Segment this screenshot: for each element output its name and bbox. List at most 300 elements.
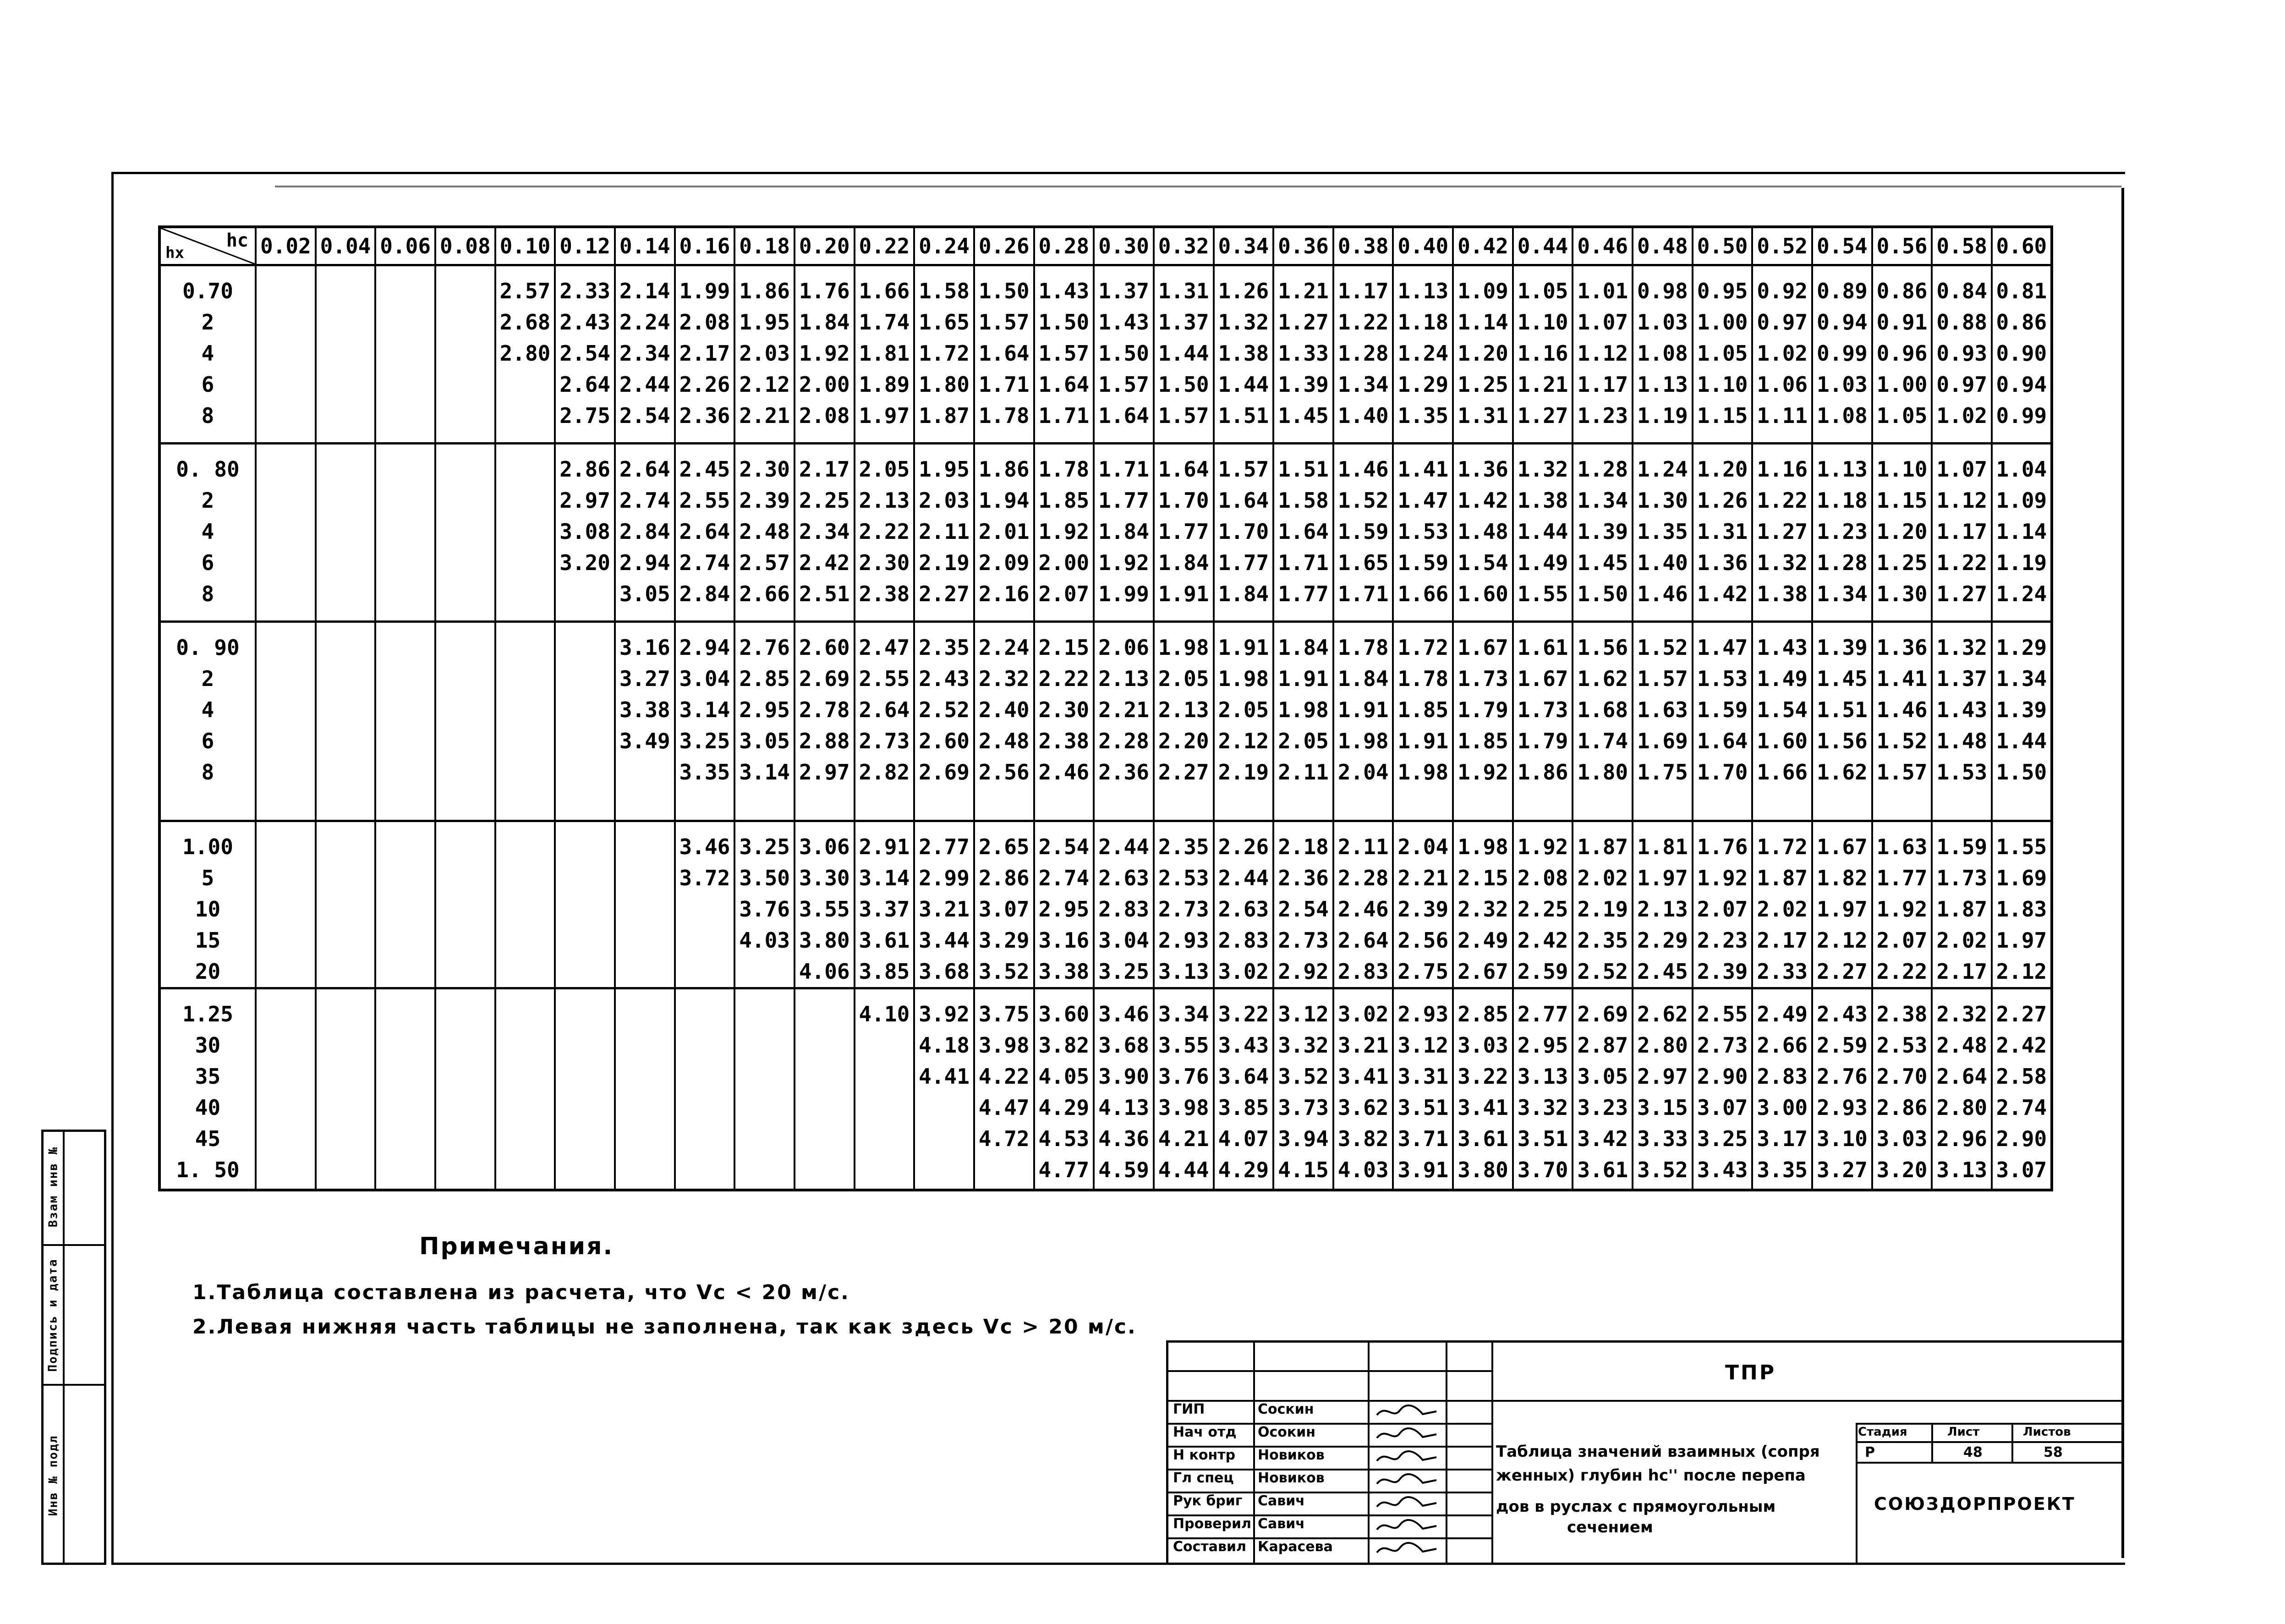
cell-value: 1.03: [1637, 310, 1688, 335]
cell-value: 2.97: [1637, 1064, 1688, 1089]
cell-value: 2.44: [1098, 834, 1149, 859]
cell-value: 1.32: [1517, 457, 1568, 482]
cell-value: 2.64: [1337, 928, 1389, 953]
table-cell: [1693, 821, 1753, 988]
cell-value: 2.36: [679, 403, 730, 428]
table-cell: [1513, 988, 1573, 1191]
cell-value: 3.33: [1637, 1126, 1688, 1151]
cell-value: 2.55: [859, 666, 910, 691]
row-label: 4: [201, 519, 214, 544]
cell-value: 4.72: [978, 1126, 1030, 1151]
cell-value: 2.11: [1337, 834, 1389, 859]
cell-value: 2.69: [919, 760, 970, 785]
cell-value: 2.35: [919, 635, 970, 660]
cell-value: 1.60: [1458, 582, 1508, 606]
tb-hline: [1856, 1441, 2124, 1443]
cell-value: 2.80: [499, 341, 551, 366]
cell-value: 1.38: [1517, 488, 1568, 513]
table-cell: [1453, 821, 1513, 988]
cell-value: 1.46: [1337, 457, 1389, 482]
table-cell: [1872, 988, 1932, 1191]
column-header: 0.46: [1573, 227, 1633, 265]
cell-value: 2.08: [799, 403, 850, 428]
row-label: 20: [195, 959, 221, 984]
table-cell: [1633, 444, 1693, 622]
cell-value: 1.91: [1397, 729, 1449, 753]
signature-mark: [1372, 1470, 1441, 1491]
cell-value: 1.21: [1278, 279, 1329, 303]
cell-value: 2.48: [739, 519, 790, 544]
cell-value: 2.86: [978, 866, 1030, 890]
cell-value: 3.14: [679, 697, 730, 722]
cell-value: 3.75: [978, 1002, 1030, 1026]
cell-value: 1.84: [1337, 666, 1389, 691]
cell-value: 1.67: [1517, 666, 1568, 691]
cell-value: 2.27: [1158, 760, 1209, 785]
cell-value: 2.40: [978, 697, 1030, 722]
cell-value: 1.64: [1278, 519, 1329, 544]
cell-value: 2.90: [1996, 1126, 2047, 1151]
table-cell: [1094, 821, 1154, 988]
table-cell: [1034, 988, 1094, 1191]
cell-value: 1.46: [1876, 697, 1928, 722]
cell-value: 2.03: [739, 341, 790, 366]
cell-value: 1.32: [1936, 635, 1988, 660]
cell-value: 1.19: [1996, 550, 2047, 575]
table-cell: [795, 988, 855, 1191]
values-table-wrap: [158, 225, 2050, 1182]
cell-value: 0.98: [1637, 279, 1688, 303]
tb-title-line-1: Таблица значений взаимных (сопря: [1496, 1443, 1820, 1461]
cell-value: 3.21: [919, 897, 970, 922]
cell-value: 2.19: [1218, 760, 1269, 785]
cell-value: 2.25: [799, 488, 850, 513]
table-cell: [1932, 265, 1992, 444]
cell-value: 1.20: [1697, 457, 1748, 482]
table-cell: [1812, 444, 1872, 622]
table-cell: [495, 988, 555, 1191]
cell-value: 2.20: [1158, 729, 1209, 753]
cell-value: 3.25: [679, 729, 730, 753]
column-header: 0.54: [1812, 227, 1872, 265]
cell-value: 1.76: [799, 279, 850, 303]
cell-value: 1.45: [1278, 403, 1329, 428]
signature-mark: [1372, 1447, 1441, 1468]
cell-value: 2.35: [1577, 928, 1628, 953]
cell-value: 2.22: [1038, 666, 1090, 691]
cell-value: 3.44: [919, 928, 970, 953]
table-cell: [1932, 988, 1992, 1191]
table-cell: [615, 265, 675, 444]
cell-value: 3.49: [619, 729, 670, 753]
row-label: 8: [201, 760, 214, 785]
row-label: 4: [201, 341, 214, 366]
row-label: 2: [201, 488, 214, 513]
cell-value: 2.74: [1038, 866, 1090, 890]
table-cell: [1573, 622, 1633, 821]
cell-value: 1.42: [1697, 582, 1748, 606]
cell-value: 2.05: [859, 457, 910, 482]
cell-value: 1.45: [1817, 666, 1868, 691]
cell-value: 2.51: [799, 582, 850, 606]
cell-value: 2.32: [1458, 897, 1508, 922]
table-cell: [1573, 821, 1633, 988]
column-header: 0.30: [1094, 227, 1154, 265]
cell-value: 1.47: [1697, 635, 1748, 660]
table-cell: [316, 265, 376, 444]
row-label: 2: [201, 666, 214, 691]
cell-value: 3.82: [1038, 1033, 1090, 1058]
cell-value: 1.59: [1697, 697, 1748, 722]
cell-value: 1.37: [1158, 310, 1209, 335]
column-header: 0.06: [375, 227, 435, 265]
row-label: 6: [201, 729, 214, 753]
cell-value: 3.08: [559, 519, 610, 544]
cell-value: 4.03: [1337, 1158, 1389, 1182]
table-cell: [1992, 265, 2052, 444]
cell-value: 1.27: [1936, 582, 1988, 606]
cell-value: 1.01: [1577, 279, 1628, 303]
cell-value: 2.27: [1817, 959, 1868, 984]
cell-value: 2.36: [1098, 760, 1149, 785]
cell-value: 1.26: [1697, 488, 1748, 513]
cell-value: 1.24: [1996, 582, 2047, 606]
cell-value: 1.23: [1817, 519, 1868, 544]
table-cell: [435, 821, 495, 988]
cell-value: 2.97: [799, 760, 850, 785]
cell-value: 1.34: [1577, 488, 1628, 513]
cell-value: 3.61: [1577, 1158, 1628, 1182]
cell-value: 3.27: [619, 666, 670, 691]
cell-value: 2.75: [559, 403, 610, 428]
cell-value: 3.85: [859, 959, 910, 984]
cell-value: 2.17: [1757, 928, 1808, 953]
cell-value: 2.70: [1876, 1064, 1928, 1089]
cell-value: 1.04: [1996, 457, 2047, 482]
table-cell: [1453, 988, 1513, 1191]
row-labels: [159, 622, 256, 821]
cell-value: 1.66: [1757, 760, 1808, 785]
cell-value: 3.07: [1697, 1095, 1748, 1120]
cell-value: 3.60: [1038, 1002, 1090, 1026]
table-cell: [555, 444, 615, 622]
cell-value: 3.43: [1697, 1158, 1748, 1182]
cell-value: 1.52: [1337, 488, 1389, 513]
cell-value: 3.46: [1098, 1002, 1149, 1026]
cell-value: 1.30: [1876, 582, 1928, 606]
cell-value: 1.28: [1337, 341, 1389, 366]
cell-value: 1.72: [1757, 834, 1808, 859]
cell-value: 1.70: [1697, 760, 1748, 785]
cell-value: 2.48: [1936, 1033, 1988, 1058]
cell-value: 4.29: [1038, 1095, 1090, 1120]
cell-value: 3.30: [799, 866, 850, 890]
cell-value: 3.31: [1397, 1064, 1449, 1089]
cell-value: 4.47: [978, 1095, 1030, 1120]
row-labels: [159, 444, 256, 622]
cell-value: 3.61: [1458, 1126, 1508, 1151]
table-cell: [256, 988, 316, 1191]
cell-value: 1.31: [1158, 279, 1209, 303]
row-label: 0. 80: [176, 457, 240, 482]
cell-value: 2.43: [1817, 1002, 1868, 1026]
cell-value: 1.39: [1278, 372, 1329, 397]
cell-value: 2.17: [799, 457, 850, 482]
cell-value: 2.80: [1637, 1033, 1688, 1058]
cell-value: 1.27: [1757, 519, 1808, 544]
cell-value: 1.44: [1517, 519, 1568, 544]
cell-value: 2.13: [1158, 697, 1209, 722]
cell-value: 2.30: [739, 457, 790, 482]
cell-value: 3.07: [1996, 1158, 2047, 1182]
side-label-sign: Подпись и дата: [46, 1258, 60, 1372]
cell-value: 1.48: [1458, 519, 1508, 544]
cell-value: 1.35: [1397, 403, 1449, 428]
cell-value: 1.78: [978, 403, 1030, 428]
cell-value: 1.59: [1337, 519, 1389, 544]
column-header: 0.10: [495, 227, 555, 265]
cell-value: 3.76: [1158, 1064, 1209, 1089]
cell-value: 1.92: [1038, 519, 1090, 544]
table-cell: [1034, 444, 1094, 622]
cell-value: 1.77: [1876, 866, 1928, 890]
cell-value: 0.89: [1817, 279, 1868, 303]
cell-value: 1.28: [1817, 550, 1868, 575]
cell-value: 1.81: [859, 341, 910, 366]
cell-value: 3.92: [919, 1002, 970, 1026]
table-cell: [1154, 821, 1214, 988]
cell-value: 1.40: [1337, 403, 1389, 428]
cell-value: 3.14: [739, 760, 790, 785]
cell-value: 1.20: [1458, 341, 1508, 366]
cell-value: 2.55: [679, 488, 730, 513]
table-cell: [1513, 622, 1573, 821]
tb-role: Рук бриг: [1173, 1493, 1243, 1509]
cell-value: 1.38: [1218, 341, 1269, 366]
cell-value: 1.11: [1757, 403, 1808, 428]
cell-value: 2.14: [619, 279, 670, 303]
table-cell: [375, 821, 435, 988]
table-cell: [435, 622, 495, 821]
cell-value: 2.36: [1278, 866, 1329, 890]
cell-value: 3.80: [799, 928, 850, 953]
cell-value: 1.36: [1876, 635, 1928, 660]
cell-value: 2.28: [1098, 729, 1149, 753]
cell-value: 1.77: [1278, 582, 1329, 606]
cell-value: 2.85: [739, 666, 790, 691]
cell-value: 1.17: [1337, 279, 1389, 303]
cell-value: 1.97: [859, 403, 910, 428]
cell-value: 0.93: [1936, 341, 1988, 366]
cell-value: 2.74: [1996, 1095, 2047, 1120]
cell-value: 3.15: [1637, 1095, 1688, 1120]
column-header: 0.36: [1273, 227, 1333, 265]
cell-value: 1.13: [1397, 279, 1449, 303]
cell-value: 2.58: [1996, 1064, 2047, 1089]
table-cell: [795, 622, 855, 821]
table-cell: [1094, 444, 1154, 622]
cell-value: 1.35: [1637, 519, 1688, 544]
side-label-replace: Взам инв №: [46, 1146, 60, 1228]
cell-value: 2.82: [859, 760, 910, 785]
cell-value: 2.11: [919, 519, 970, 544]
cell-value: 1.27: [1517, 403, 1568, 428]
table-cell: [1693, 622, 1753, 821]
cell-value: 1.40: [1637, 550, 1688, 575]
table-cell: [435, 988, 495, 1191]
cell-value: 1.57: [1158, 403, 1209, 428]
cell-value: 2.56: [978, 760, 1030, 785]
cell-value: 3.32: [1517, 1095, 1568, 1120]
table-cell: [1872, 444, 1932, 622]
column-header: 0.58: [1932, 227, 1992, 265]
cell-value: 2.38: [859, 582, 910, 606]
table-cell: [1214, 622, 1274, 821]
cell-value: 3.62: [1337, 1095, 1389, 1120]
cell-value: 2.85: [1458, 1002, 1508, 1026]
cell-value: 2.21: [1397, 866, 1449, 890]
table-cell: [316, 622, 376, 821]
corner-hx-label: hx: [165, 244, 184, 262]
table-cell: [734, 821, 795, 988]
cell-value: 3.94: [1278, 1126, 1329, 1151]
cell-value: 3.10: [1817, 1126, 1868, 1151]
cell-value: 3.38: [1038, 959, 1090, 984]
column-header: 0.38: [1333, 227, 1393, 265]
cell-value: 1.16: [1517, 341, 1568, 366]
cell-value: 2.08: [1517, 866, 1568, 890]
cell-value: 1.91: [1158, 582, 1209, 606]
cell-value: 1.91: [1218, 635, 1269, 660]
cell-value: 1.34: [1337, 372, 1389, 397]
cell-value: 1.59: [1397, 550, 1449, 575]
cell-value: 2.00: [1038, 550, 1090, 575]
tb-name: Новиков: [1258, 1447, 1325, 1463]
cell-value: 2.42: [1517, 928, 1568, 953]
cell-value: 1.49: [1757, 666, 1808, 691]
cell-value: 3.17: [1757, 1126, 1808, 1151]
cell-value: 1.91: [1337, 697, 1389, 722]
table-cell: [734, 444, 795, 622]
cell-value: 1.15: [1697, 403, 1748, 428]
cell-value: 1.84: [1218, 582, 1269, 606]
row-label: 0.70: [182, 279, 233, 303]
cell-value: 1.98: [1458, 834, 1508, 859]
cell-value: 3.05: [739, 729, 790, 753]
table-cell: [1812, 988, 1872, 1191]
cell-value: 1.18: [1817, 488, 1868, 513]
table-cell: [795, 821, 855, 988]
table-cell: [914, 988, 974, 1191]
table-corner: [159, 227, 256, 265]
column-header: 0.12: [555, 227, 615, 265]
tb-hline: [1168, 1370, 1491, 1372]
row-label: 6: [201, 372, 214, 397]
cell-value: 2.94: [679, 635, 730, 660]
cell-value: 1.94: [978, 488, 1030, 513]
cell-value: 3.80: [1458, 1158, 1508, 1182]
table-cell: [495, 265, 555, 444]
cell-value: 2.47: [859, 635, 910, 660]
table-cell: [1872, 265, 1932, 444]
table-cell: [615, 821, 675, 988]
table-cell: [375, 622, 435, 821]
cell-value: 1.25: [1876, 550, 1928, 575]
cell-value: 2.80: [1936, 1095, 1988, 1120]
cell-value: 2.12: [739, 372, 790, 397]
cell-value: 1.64: [1218, 488, 1269, 513]
signature-mark: [1372, 1424, 1441, 1445]
cell-value: 4.77: [1038, 1158, 1090, 1182]
cell-value: 1.86: [978, 457, 1030, 482]
cell-value: 1.10: [1876, 457, 1928, 482]
cell-value: 1.42: [1458, 488, 1508, 513]
table-cell: [435, 265, 495, 444]
table-cell: [316, 821, 376, 988]
cell-value: 1.84: [1158, 550, 1209, 575]
note-item-1: 1.Таблица составлена из расчета, что Vс < 20 м/с.: [192, 1281, 850, 1304]
cell-value: 1.58: [1278, 488, 1329, 513]
cell-value: 1.44: [1996, 729, 2047, 753]
cell-value: 3.52: [1278, 1064, 1329, 1089]
cell-value: 1.78: [1397, 666, 1449, 691]
cell-value: 1.15: [1876, 488, 1928, 513]
cell-value: 1.03: [1817, 372, 1868, 397]
cell-value: 4.29: [1218, 1158, 1269, 1182]
row-label: 1.00: [182, 834, 233, 859]
cell-value: 2.52: [919, 697, 970, 722]
signature-mark: [1372, 1539, 1441, 1560]
cell-value: 3.35: [1757, 1158, 1808, 1182]
cell-value: 1.89: [859, 372, 910, 397]
table-cell: [316, 988, 376, 1191]
table-cell: [795, 265, 855, 444]
table-cell: [1752, 622, 1812, 821]
cell-value: 2.73: [1158, 897, 1209, 922]
row-label: 8: [201, 582, 214, 606]
table-cell: [855, 821, 915, 988]
cell-value: 1.22: [1337, 310, 1389, 335]
cell-value: 1.45: [1577, 550, 1628, 575]
cell-value: 3.64: [1218, 1064, 1269, 1089]
cell-value: 1.86: [1517, 760, 1568, 785]
cell-value: 1.87: [1936, 897, 1988, 922]
cell-value: 1.98: [1397, 760, 1449, 785]
frame-top-shadow: [275, 186, 2121, 187]
cell-value: 2.83: [1098, 897, 1149, 922]
tb-hline: [1856, 1423, 2124, 1425]
cell-value: 2.29: [1637, 928, 1688, 953]
cell-value: 2.48: [978, 729, 1030, 753]
table-cell: [615, 622, 675, 821]
column-header: 0.24: [914, 227, 974, 265]
cell-value: 2.07: [1038, 582, 1090, 606]
cell-value: 3.02: [1337, 1002, 1389, 1026]
cell-value: 2.17: [1936, 959, 1988, 984]
cell-value: 1.02: [1757, 341, 1808, 366]
cell-value: 2.23: [1697, 928, 1748, 953]
table-cell: [1154, 622, 1214, 821]
cell-value: 1.56: [1817, 729, 1868, 753]
tb-role: Проверил: [1173, 1516, 1251, 1532]
table-cell: [615, 988, 675, 1191]
cell-value: 2.27: [919, 582, 970, 606]
cell-value: 2.64: [679, 519, 730, 544]
cell-value: 3.46: [679, 834, 730, 859]
cell-value: 2.64: [559, 372, 610, 397]
cell-value: 1.72: [1397, 635, 1449, 660]
cell-value: 3.98: [1158, 1095, 1209, 1120]
